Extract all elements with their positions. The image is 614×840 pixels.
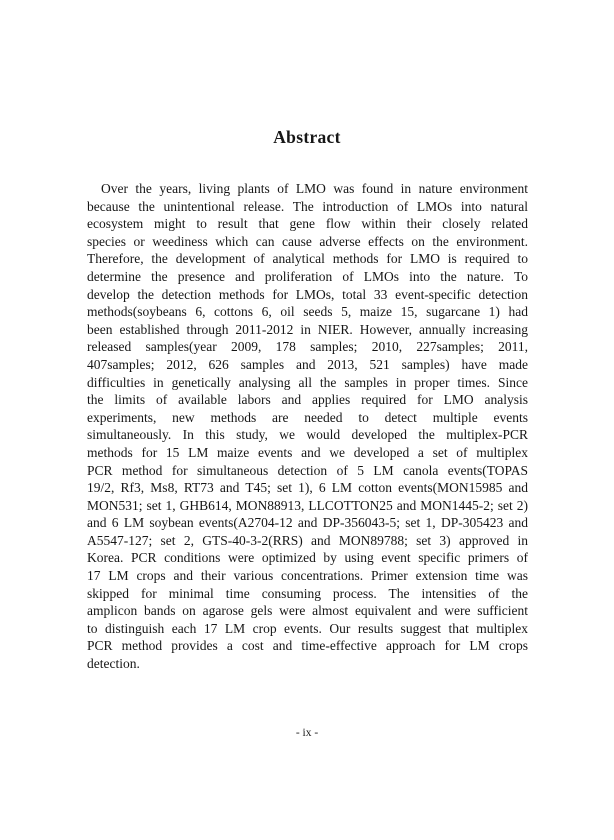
paragraph-line: released samples(year 2009, 178 samples; 2010, 227samples; 2011, [87,339,528,355]
paragraph-line: detection. [87,656,140,672]
paragraph-line: develop the detection methods for LMOs, total 33 event-specific detection [87,286,528,302]
page-number: - ix - [295,727,319,739]
paragraph-line: Korea. PCR conditions were optimized by using event specific primers of [87,550,528,566]
paragraph-line: experiments, new methods are needed to detect multiple events [87,409,528,425]
paragraph-line: PCR method provides a cost and time-effective approach for LM crops [87,638,528,654]
paragraph-line: Therefore, the development of analytical methods for LMO is required to [87,251,528,267]
abstract-paragraph [87,180,528,673]
paragraph-line: methods(soybeans 6, cottons 6, oil seeds 5, maize 15, sugarcane 1) had [87,304,528,320]
paragraph-line: PCR method for simultaneous detection of 5 LM canola events(TOPAS [87,462,528,478]
paragraph-line: been established through 2011-2012 in NIER. However, annually increasing [87,321,528,337]
paragraph-line: 407samples; 2012, 626 samples and 2013, 521 samples) have made [87,356,528,372]
paragraph-line: amplicon bands on agarose gels were almost equivalent and were sufficient [87,603,528,619]
paragraph-line: the limits of available labors and applies required for LMO analysis [87,392,528,408]
paragraph-line: ecosystem might to result that gene flow within their closely related [87,216,528,232]
paragraph-line: Over the years, living plants of LMO was found in nature environment [101,181,528,196]
paragraph-line: simultaneously. In this study, we would developed the multiplex-PCR [87,427,528,443]
paragraph-line: difficulties in genetically analysing all the samples in proper times. Since [87,374,528,390]
paragraph-line: 19/2, Rf3, Ms8, RT73 and T45; set 1), 6 LM cotton events(MON15985 and [87,480,528,496]
paragraph-line: skipped for minimal time consuming process. The intensities of the [87,585,528,601]
paragraph-line: A5547-127; set 2, GTS-40-3-2(RRS) and MON89788; set 3) approved in [87,532,528,548]
paragraph-line: methods for 15 LM maize events and we developed a set of multiplex [87,444,528,460]
paragraph-line: determine the presence and proliferation of LMOs into the nature. To [87,268,528,284]
paragraph-line: to distinguish each 17 LM crop events. Our results suggest that multiplex [87,620,528,636]
page-title: Abstract [273,127,341,147]
paragraph-line: MON531; set 1, GHB614, MON88913, LLCOTTON25 and MON1445-2; set 2) [87,497,528,513]
paragraph-line: species or weediness which can cause adverse effects on the environment. [87,233,528,249]
paragraph-line: and 6 LM soybean events(A2704-12 and DP-356043-5; set 1, DP-305423 and [87,515,528,531]
paragraph-line: 17 LM crops and their various concentrations. Primer extension time was [87,568,528,584]
paragraph-line: because the unintentional release. The introduction of LMOs into natural [87,198,528,214]
